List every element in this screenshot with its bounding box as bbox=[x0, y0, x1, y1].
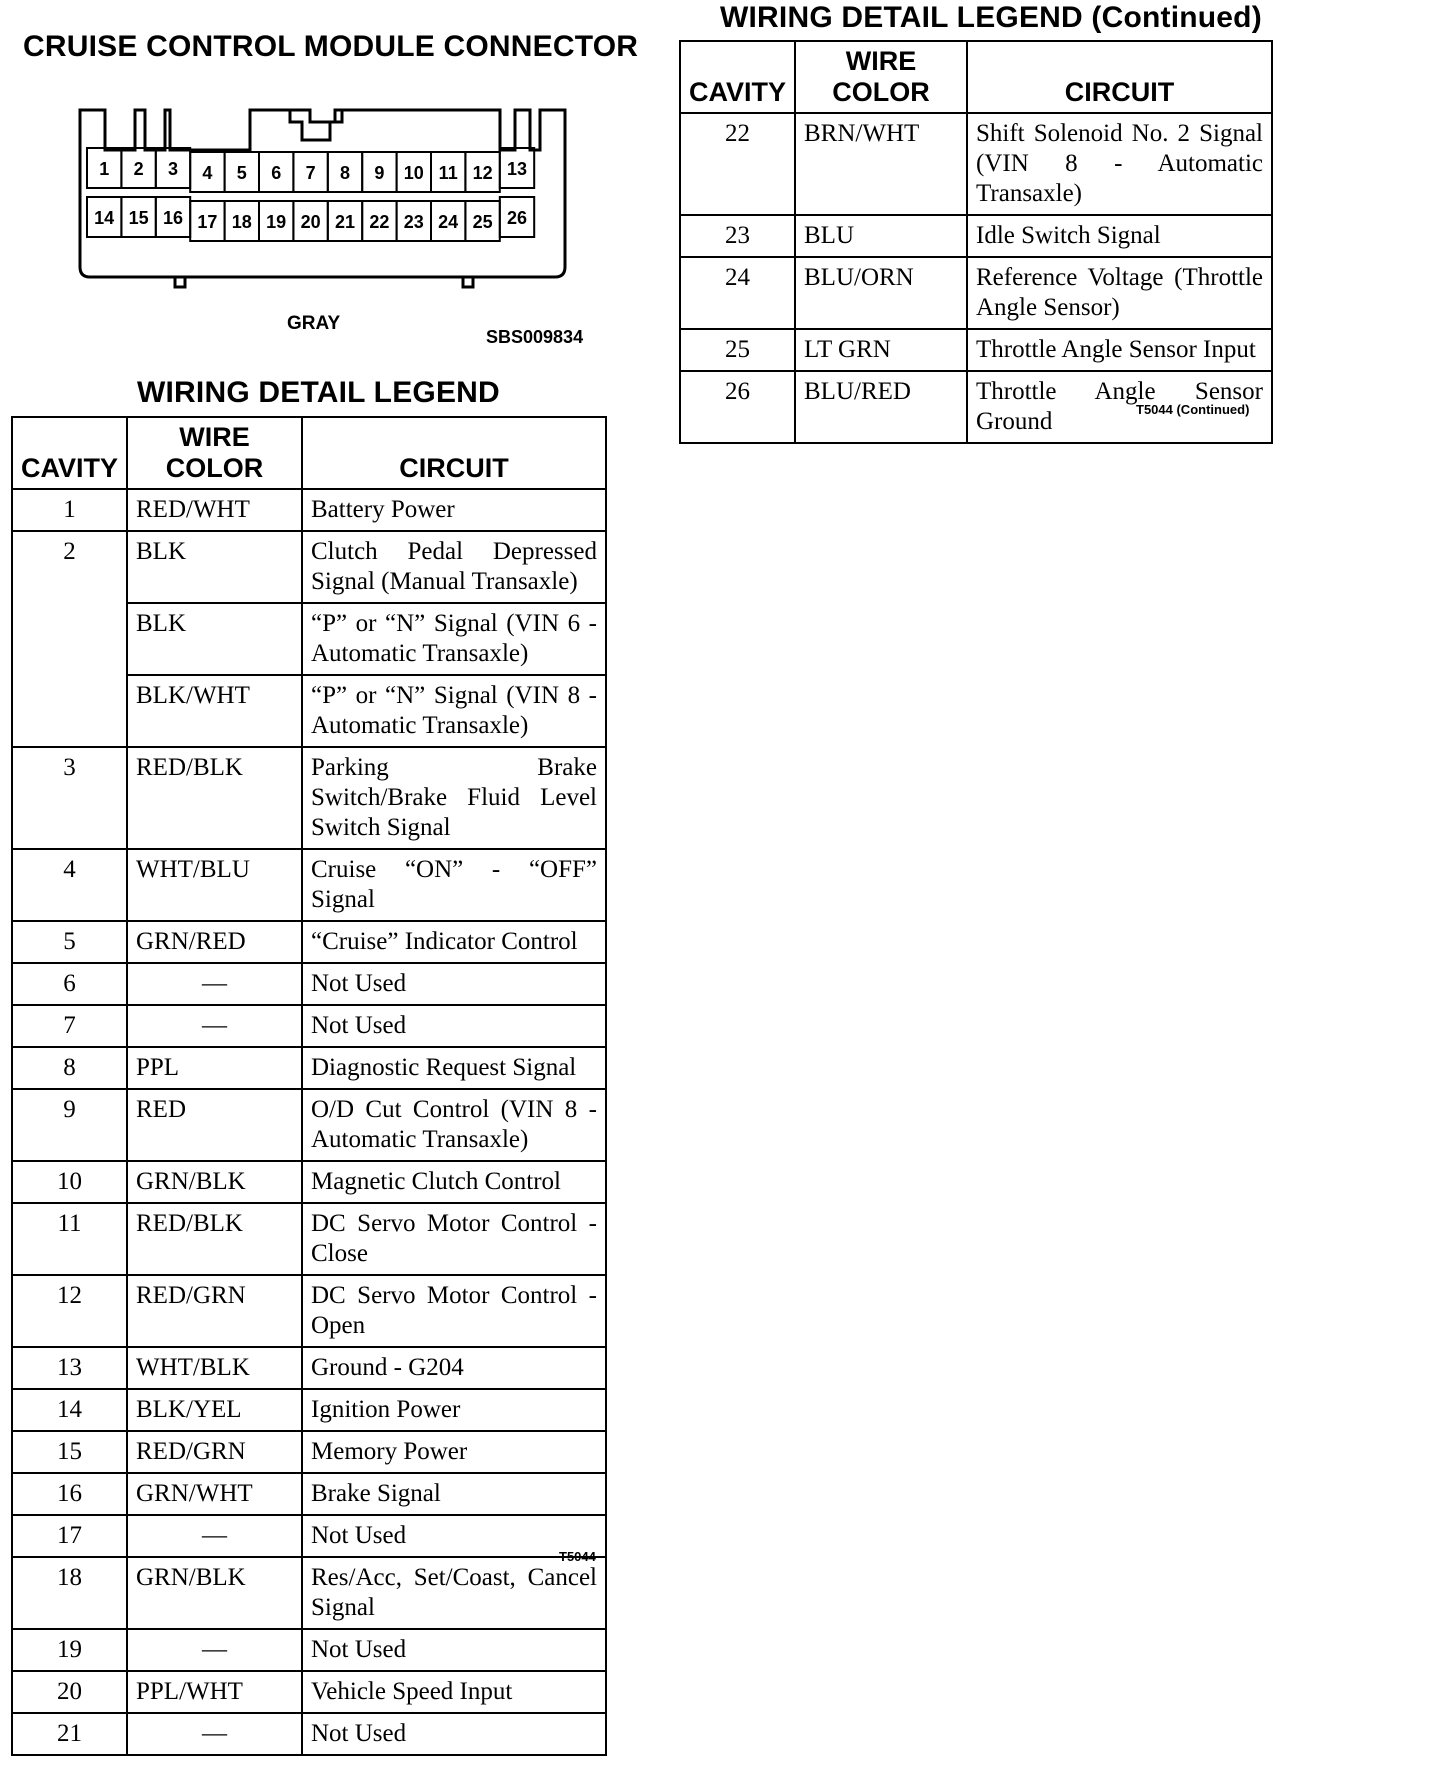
cavity-cell: 18 bbox=[12, 1557, 127, 1629]
cavity-number: 2 bbox=[133, 159, 144, 179]
cavity-number: 25 bbox=[472, 212, 493, 232]
circuit-cell: Parking Brake Switch/Brake Fluid Level Switch Signal bbox=[302, 747, 606, 849]
cavity-cell: 5 bbox=[12, 921, 127, 963]
circuit-cell: DC Servo Motor Control - Close bbox=[302, 1203, 606, 1275]
cavity-cell: 6 bbox=[12, 963, 127, 1005]
wire-color-cell: WHT/BLK bbox=[127, 1347, 302, 1389]
wire-color-cell: — bbox=[127, 1005, 302, 1047]
cavity-cell: 3 bbox=[12, 747, 127, 849]
header-circuit: CIRCUIT bbox=[967, 41, 1272, 113]
table-row bbox=[12, 1473, 606, 1515]
circuit-cell: Cruise “ON” - “OFF” Signal bbox=[302, 849, 606, 921]
cavity-number: 7 bbox=[305, 163, 316, 183]
table-row bbox=[12, 1629, 606, 1671]
wire-color-cell: RED/GRN bbox=[127, 1431, 302, 1473]
wire-color-cell: BLK/YEL bbox=[127, 1389, 302, 1431]
wire-color-cell: GRN/BLK bbox=[127, 1557, 302, 1629]
table-row bbox=[680, 113, 1272, 215]
cavity-cell: 7 bbox=[12, 1005, 127, 1047]
wire-color-cell: BRN/WHT bbox=[795, 113, 967, 215]
circuit-cell: Diagnostic Request Signal bbox=[302, 1047, 606, 1089]
wire-color-cell: — bbox=[127, 963, 302, 1005]
table-row bbox=[12, 1347, 606, 1389]
legend-title: WIRING DETAIL LEGEND bbox=[137, 376, 500, 409]
cavity-number: 13 bbox=[506, 159, 528, 179]
circuit-cell: Vehicle Speed Input bbox=[302, 1671, 606, 1713]
cavity-number: 18 bbox=[231, 212, 252, 232]
cavity-number: 14 bbox=[94, 208, 115, 228]
wire-color-cell: RED/BLK bbox=[127, 747, 302, 849]
circuit-cell: “P” or “N” Signal (VIN 8 - Automatic Transaxle) bbox=[302, 675, 606, 747]
cavity-cell: 12 bbox=[12, 1275, 127, 1347]
cavity-number: 24 bbox=[438, 212, 459, 232]
table-row bbox=[12, 1005, 606, 1047]
legend-header-row bbox=[12, 417, 606, 489]
circuit-cell: Idle Switch Signal bbox=[967, 215, 1272, 257]
wire-color-cell: BLU bbox=[795, 215, 967, 257]
wire-color-cell: BLK bbox=[127, 531, 302, 603]
wire-color-cell: GRN/BLK bbox=[127, 1161, 302, 1203]
circuit-cell: Ground - G204 bbox=[302, 1347, 606, 1389]
cavity-cell: 16 bbox=[12, 1473, 127, 1515]
circuit-cell: Battery Power bbox=[302, 489, 606, 531]
cavity-cell: 25 bbox=[680, 329, 795, 371]
figure-code: SBS009834 bbox=[486, 327, 584, 347]
header-circuit: CIRCUIT bbox=[302, 417, 606, 489]
cavity-cell: 2 bbox=[12, 531, 127, 747]
table-row bbox=[12, 1431, 606, 1473]
wire-color-cell: PPL/WHT bbox=[127, 1671, 302, 1713]
wiring-legend-continued-table bbox=[679, 40, 1273, 444]
circuit-cell: “P” or “N” Signal (VIN 6 - Automatic Transaxle) bbox=[302, 603, 606, 675]
header-wire-color: WIRE COLOR bbox=[127, 417, 302, 489]
table-row bbox=[12, 1203, 606, 1275]
table-row bbox=[680, 257, 1272, 329]
circuit-cell: Not Used bbox=[302, 963, 606, 1005]
circuit-cell: Clutch Pedal Depressed Signal (Manual Transaxle) bbox=[302, 531, 606, 603]
wire-color-cell: BLK bbox=[127, 603, 302, 675]
table-row bbox=[12, 1671, 606, 1713]
cavity-cell: 15 bbox=[12, 1431, 127, 1473]
cavity-cell: 9 bbox=[12, 1089, 127, 1161]
table-row bbox=[12, 1515, 606, 1557]
table-row bbox=[12, 1557, 606, 1629]
cavity-number: 1 bbox=[99, 159, 110, 179]
cavity-cell: 21 bbox=[12, 1713, 127, 1755]
cavity-cell: 8 bbox=[12, 1047, 127, 1089]
circuit-cell: Brake Signal bbox=[302, 1473, 606, 1515]
cavity-cell: 24 bbox=[680, 257, 795, 329]
cavity-number: 9 bbox=[374, 163, 385, 183]
table-row bbox=[12, 747, 606, 849]
wire-color-cell: RED/WHT bbox=[127, 489, 302, 531]
cavity-number: 21 bbox=[334, 212, 356, 232]
table-row bbox=[12, 1275, 606, 1347]
cavity-number: 15 bbox=[128, 208, 149, 228]
table-row bbox=[12, 921, 606, 963]
cavity-number: 3 bbox=[167, 159, 179, 179]
cavity-number: 12 bbox=[472, 163, 493, 183]
wire-color-cell: — bbox=[127, 1713, 302, 1755]
table-row bbox=[12, 1713, 606, 1755]
cavity-number: 19 bbox=[266, 212, 287, 232]
wire-color-cell: LT GRN bbox=[795, 329, 967, 371]
circuit-cell: “Cruise” Indicator Control bbox=[302, 921, 606, 963]
cavity-cell: 1 bbox=[12, 489, 127, 531]
cavity-cell: 20 bbox=[12, 1671, 127, 1713]
circuit-cell: Throttle Angle Sensor Ground bbox=[967, 371, 1272, 443]
cavity-cell: 23 bbox=[680, 215, 795, 257]
cavity-number: 10 bbox=[403, 163, 424, 183]
wiring-legend-table bbox=[11, 416, 607, 1756]
connector-color-label: GRAY bbox=[287, 313, 341, 334]
circuit-cell: O/D Cut Control (VIN 8 - Automatic Transaxle) bbox=[302, 1089, 606, 1161]
cavity-number: 23 bbox=[403, 212, 424, 232]
wire-color-cell: — bbox=[127, 1515, 302, 1557]
table-row bbox=[12, 489, 606, 531]
cavity-cell: 11 bbox=[12, 1203, 127, 1275]
cavity-grid bbox=[87, 148, 534, 241]
cavity-cell: 22 bbox=[680, 113, 795, 215]
circuit-cell: Ignition Power bbox=[302, 1389, 606, 1431]
table-row bbox=[12, 1047, 606, 1089]
table-row bbox=[12, 1089, 606, 1161]
legend-continued-header-row bbox=[680, 41, 1272, 113]
cavity-number: 20 bbox=[300, 212, 321, 232]
cavity-number: 17 bbox=[197, 212, 218, 232]
circuit-cell: Not Used bbox=[302, 1515, 606, 1557]
legend-footnote: T5044 bbox=[559, 1549, 596, 1564]
cavity-cell: 26 bbox=[680, 371, 795, 443]
table-row bbox=[12, 963, 606, 1005]
circuit-cell: Reference Voltage (Throttle Angle Sensor) bbox=[967, 257, 1272, 329]
cavity-number: 16 bbox=[162, 208, 184, 228]
cavity-cell: 19 bbox=[12, 1629, 127, 1671]
circuit-cell: DC Servo Motor Control - Open bbox=[302, 1275, 606, 1347]
cavity-number: 6 bbox=[271, 163, 282, 183]
circuit-cell: Shift Solenoid No. 2 Signal (VIN 8 - Automatic Transaxle) bbox=[967, 113, 1272, 215]
wire-color-cell: PPL bbox=[127, 1047, 302, 1089]
table-row bbox=[12, 531, 606, 603]
connector-title: CRUISE CONTROL MODULE CONNECTOR bbox=[23, 30, 639, 63]
circuit-cell: Not Used bbox=[302, 1005, 606, 1047]
connector-diagram bbox=[60, 95, 630, 335]
circuit-cell: Throttle Angle Sensor Input bbox=[967, 329, 1272, 371]
legend-continued-title: WIRING DETAIL LEGEND (Continued) bbox=[720, 1, 1262, 34]
circuit-cell: Not Used bbox=[302, 1629, 606, 1671]
table-row bbox=[12, 1161, 606, 1203]
wire-color-cell: RED/BLK bbox=[127, 1203, 302, 1275]
wire-color-cell: GRN/RED bbox=[127, 921, 302, 963]
wire-color-cell: WHT/BLU bbox=[127, 849, 302, 921]
header-cavity: CAVITY bbox=[12, 417, 127, 489]
table-row bbox=[12, 849, 606, 921]
cavity-cell: 4 bbox=[12, 849, 127, 921]
circuit-cell: Not Used bbox=[302, 1713, 606, 1755]
cavity-cell: 14 bbox=[12, 1389, 127, 1431]
header-wire-color: WIRE COLOR bbox=[795, 41, 967, 113]
cavity-number: 11 bbox=[438, 163, 458, 183]
header-cavity: CAVITY bbox=[680, 41, 795, 113]
cavity-number: 5 bbox=[236, 163, 247, 183]
wire-color-cell: RED bbox=[127, 1089, 302, 1161]
cavity-number: 4 bbox=[202, 163, 213, 183]
cavity-number: 8 bbox=[339, 163, 351, 183]
wire-color-cell: BLU/ORN bbox=[795, 257, 967, 329]
wire-color-cell: BLU/RED bbox=[795, 371, 967, 443]
table-row bbox=[680, 329, 1272, 371]
wire-color-cell: GRN/WHT bbox=[127, 1473, 302, 1515]
wire-color-cell: — bbox=[127, 1629, 302, 1671]
circuit-cell: Res/Acc, Set/Coast, Cancel Signal bbox=[302, 1557, 606, 1629]
circuit-cell: Magnetic Clutch Control bbox=[302, 1161, 606, 1203]
table-row bbox=[12, 1389, 606, 1431]
wire-color-cell: BLK/WHT bbox=[127, 675, 302, 747]
cavity-cell: 17 bbox=[12, 1515, 127, 1557]
cavity-cell: 10 bbox=[12, 1161, 127, 1203]
wire-color-cell: RED/GRN bbox=[127, 1275, 302, 1347]
cavity-cell: 13 bbox=[12, 1347, 127, 1389]
cavity-number: 26 bbox=[506, 208, 528, 228]
table-row bbox=[680, 215, 1272, 257]
connector-housing bbox=[80, 110, 565, 277]
legend-continued-footnote: T5044 (Continued) bbox=[1136, 402, 1250, 417]
cavity-number: 22 bbox=[369, 212, 390, 232]
circuit-cell: Memory Power bbox=[302, 1431, 606, 1473]
